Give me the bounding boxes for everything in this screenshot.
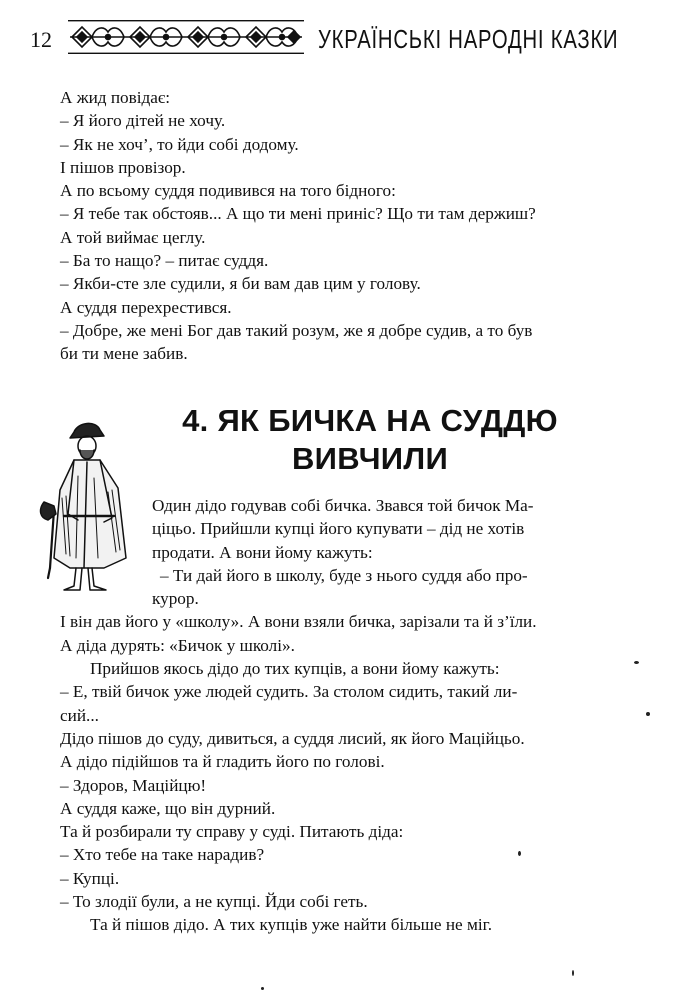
running-title: УКРАЇНСЬКІ НАРОДНІ КАЗКИ xyxy=(318,24,619,54)
text-line: – Здоров, Маційцю! xyxy=(60,775,207,795)
scan-speck xyxy=(572,970,574,976)
text-line: Дідо пішов до суду, дивиться, а суддя лисий, як його Маційцьо. xyxy=(60,728,525,748)
text-line: А по всьому суддя подивився на того бідного: xyxy=(60,181,396,201)
scan-speck xyxy=(634,661,639,664)
text-line: продати. А вони йому кажуть: xyxy=(152,542,373,562)
text-line: – Ти дай його в школу, буде з нього суддя або про- xyxy=(160,565,528,585)
text-line: курор. xyxy=(152,589,199,609)
text-line: Та й пішов дідо. А тих купців уже найти більше не міг. xyxy=(90,915,492,935)
text-line: Один дідо годував собі бичка. Звався той бичок Ма- xyxy=(152,496,534,515)
text-line: – Ба то нащо? – питає суддя. xyxy=(60,251,269,271)
text-line: ціцьо. Прийшли купці його купувати – дід не хотів xyxy=(152,519,525,539)
scan-speck xyxy=(518,851,521,856)
text-line: А суддя каже, що він дурний. xyxy=(60,798,276,818)
chapter-title-line-2: ВИВЧИЛИ xyxy=(291,441,449,476)
folk-ornament-border-icon xyxy=(68,20,304,54)
text-line: І він дав його у «школу». А вони взяли бичка, зарізали та й з’їли. xyxy=(60,612,537,632)
text-line: А дідо підійшов та й гладить його по голові. xyxy=(60,752,385,772)
text-line: – Добре, же мені Бог дав такий розум, же я добре судив, а то був xyxy=(60,320,533,340)
text-line: А діда дурять: «Бичок у школі». xyxy=(60,635,295,655)
text-line: сий... xyxy=(60,705,99,725)
text-line: Та й розбирали ту справу у суді. Питають діда: xyxy=(60,822,404,842)
text-line: – Купці. xyxy=(60,868,120,888)
text-line: – То злодії були, а не купці. Йди собі геть. xyxy=(60,892,368,912)
text-line: – Хто тебе на таке нарадив? xyxy=(60,845,265,865)
text-line: – Я його дітей не хочу. xyxy=(60,111,226,131)
tale-body xyxy=(60,494,640,937)
text-line: А жид повідає: xyxy=(60,88,171,107)
scan-speck xyxy=(646,712,650,716)
text-line: А той виймає цеглу. xyxy=(60,227,206,247)
text-line: – Якби-сте зле судили, я би вам дав цим у голову. xyxy=(60,274,421,294)
chapter-title-line-1: 4. ЯК БИЧКА НА СУДДЮ xyxy=(182,403,558,438)
text-line: І пішов провізор. xyxy=(60,157,186,177)
text-line: – Як не хоч’, то йди собі додому. xyxy=(60,134,299,154)
previous-tale-ending xyxy=(60,86,640,366)
text-line: А суддя перехрестився. xyxy=(60,297,232,317)
page-header xyxy=(30,18,640,58)
text-line: би ти мене забив. xyxy=(60,344,188,364)
page-number: 12 xyxy=(30,27,52,52)
text-line: – Я тебе так обстояв... А що ти мені приніс? Що ти там держиш? xyxy=(60,204,536,224)
text-line: – Е, твій бичок уже людей судить. За столом сидить, такий ли- xyxy=(60,682,518,702)
scan-speck xyxy=(261,987,264,990)
text-line: Прийшов якось дідо до тих купців, а вони йому кажуть: xyxy=(90,659,500,679)
chapter-title xyxy=(150,402,590,478)
